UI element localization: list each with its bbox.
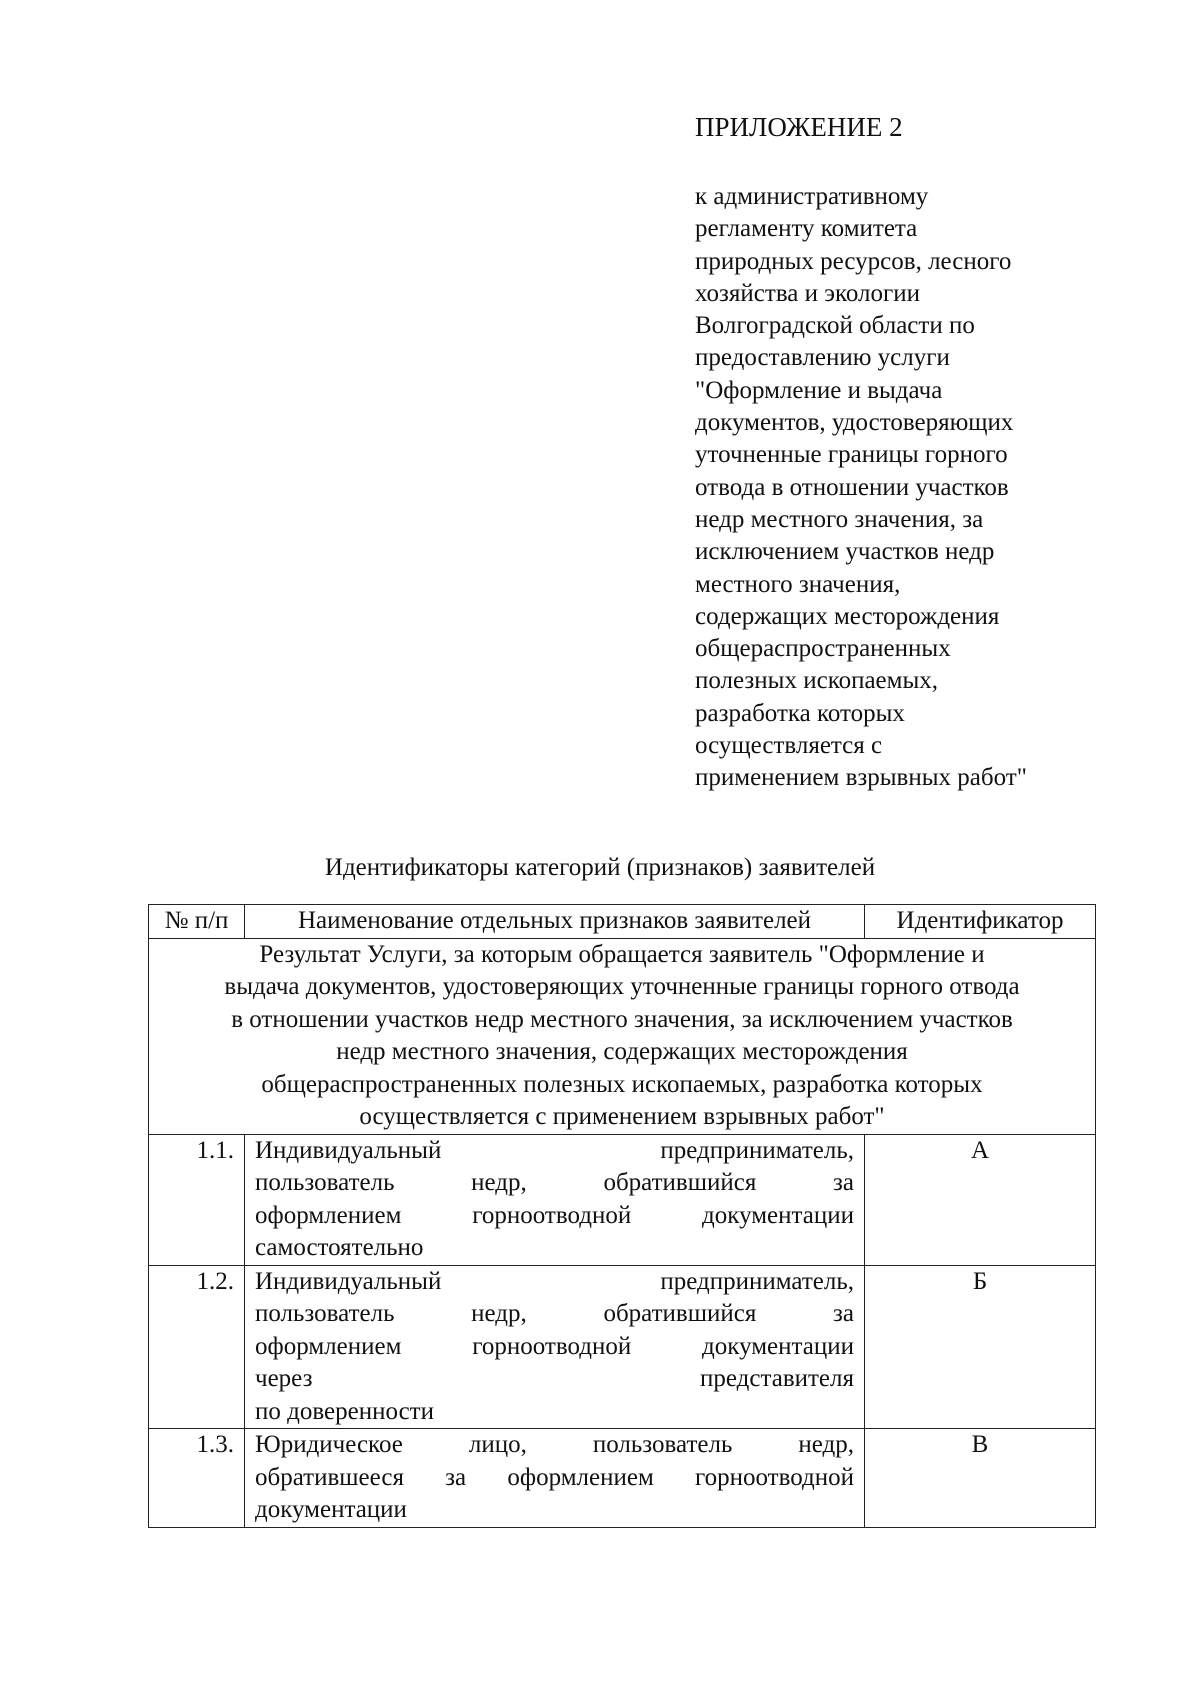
description-line: Юридическое лицо, пользователь недр, [255,1431,854,1458]
row-description [245,1265,865,1429]
description-line: самостоятельно [255,1234,424,1261]
row-description [245,1134,865,1265]
appendix-line: исключением участков недр [695,538,995,566]
table-header-row [149,905,1096,939]
table-heading: Идентификаторы категорий (признаков) заявителей [324,854,876,881]
appendix-line: уточненные границы горного [695,441,1008,469]
description-line: документации [255,1496,407,1523]
group-line: общераспространенных полезных ископаемых, разработка которых [261,1070,983,1098]
applicant-categories-table [148,904,1096,1528]
appendix-text [695,181,1135,795]
appendix-line: хозяйства и экологии [695,279,921,307]
appendix-line: к административному [695,183,929,210]
row-number: 1.3. [149,1429,245,1528]
description-line: Индивидуальный предприниматель, [255,1136,854,1164]
appendix-title: ПРИЛОЖЕНИЕ 2 [695,112,903,142]
row-identifier: В [865,1429,1096,1528]
group-line: осуществляется с применением взрывных работ" [359,1103,885,1130]
row-number: 1.1. [149,1134,245,1265]
description-line: оформлением горноотводной документации [255,1201,854,1229]
table-group-row [149,938,1096,1134]
appendix-line: предоставлению услуги [695,344,950,372]
appendix-line: Волгоградской области по [695,312,975,340]
row-description [245,1429,865,1528]
group-line: выдача документов, удостоверяющих уточненные границы горного отвода [224,973,1020,1000]
appendix-line: регламенту комитета [695,215,918,243]
group-line: Результат Услуги, за которым обращается заявитель "Оформление и [259,940,985,968]
row-identifier: А [865,1134,1096,1265]
row-identifier: Б [865,1265,1096,1429]
appendix-line: применением взрывных работ" [695,764,1027,792]
appendix-line: полезных ископаемых, [695,667,939,695]
appendix-line: недр местного значения, за [695,505,984,533]
table-row [149,1429,1096,1528]
appendix-line: документов, удостоверяющих [695,409,1014,437]
appendix-block [695,110,1135,795]
description-line: пользователь недр, обратившийся за [255,1169,854,1196]
appendix-line: содержащих месторождения [695,602,1000,630]
header-name: Наименование отдельных признаков заявителей [245,905,865,939]
group-line: в отношении участков недр местного значения, за исключением участков [231,1005,1013,1033]
appendix-line: отвода в отношении участков [695,473,1009,501]
appendix-line: осуществляется с [695,732,883,760]
description-line: оформлением горноотводной документации [255,1332,854,1360]
appendix-line: разработка которых [695,699,905,727]
appendix-line: местного значения, [695,570,901,598]
appendix-line: общераспространенных [695,635,951,663]
header-number: № п/п [149,905,245,939]
group-cell [149,938,1096,1134]
description-line: через представителя [255,1365,854,1392]
group-line: недр местного значения, содержащих месторождения [336,1038,908,1065]
appendix-line: природных ресурсов, лесного [695,247,1012,275]
description-line: по доверенности [255,1397,434,1425]
table-row [149,1265,1096,1429]
description-line: обратившееся за оформлением горноотводной [255,1463,854,1491]
header-identifier: Идентификатор [865,905,1096,939]
description-line: пользователь недр, обратившийся за [255,1300,854,1327]
table-row [149,1134,1096,1265]
appendix-line: "Оформление и выдача [695,376,943,404]
row-number: 1.2. [149,1265,245,1429]
description-line: Индивидуальный предприниматель, [255,1267,854,1295]
